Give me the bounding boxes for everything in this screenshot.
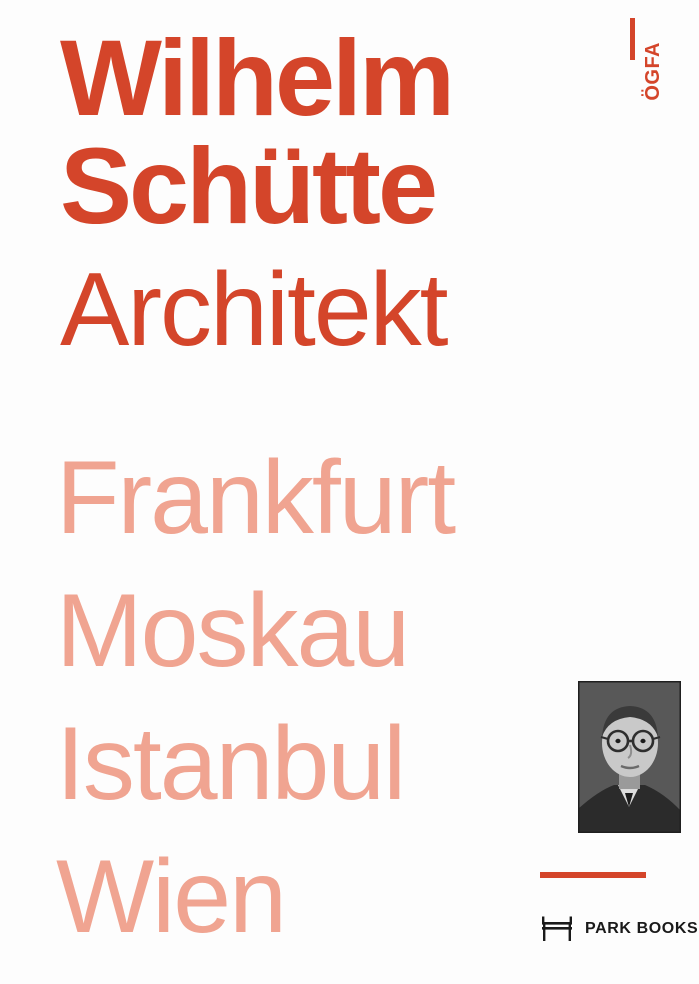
ogfa-association-mark — [621, 18, 664, 133]
title-line-1: Wilhelm — [60, 17, 453, 138]
title-block — [60, 17, 620, 369]
cities-block — [56, 432, 656, 964]
portrait-photo — [578, 681, 681, 833]
ogfa-rule-decoration — [630, 18, 635, 60]
publisher-rule-decoration — [540, 872, 646, 878]
subtitle: Architekt — [60, 252, 447, 369]
city-line-frankfurt: Frankfurt — [56, 440, 455, 556]
city-line-wien: Wien — [56, 839, 285, 956]
title-line-2: Schütte — [60, 124, 436, 246]
ogfa-label: ÖGFA — [642, 42, 664, 101]
publisher-name: PARK BOOKS — [585, 920, 699, 937]
publisher-logo — [540, 915, 698, 943]
park-bench-icon — [540, 915, 574, 943]
city-line-istanbul: Istanbul — [56, 706, 405, 823]
city-line-moskau: Moskau — [56, 573, 409, 690]
